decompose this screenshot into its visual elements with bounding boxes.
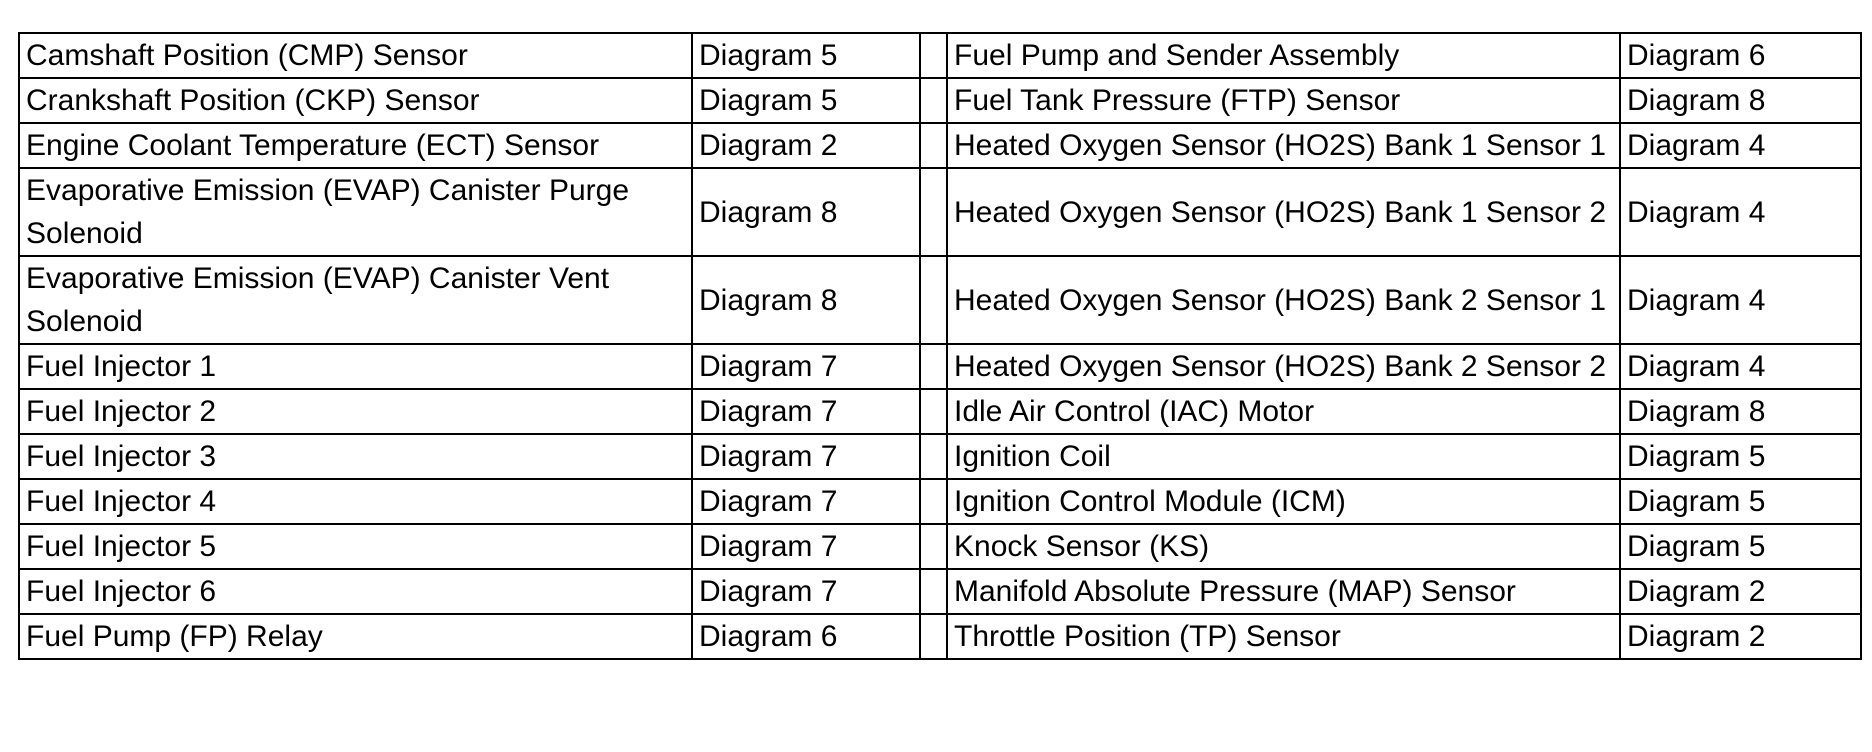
column-separator [920,479,947,524]
column-separator [920,344,947,389]
table-row [19,524,1861,569]
diagram-ref: Diagram 4 [1620,344,1861,389]
diagram-ref: Diagram 5 [1620,524,1861,569]
component-name: Manifold Absolute Pressure (MAP) Sensor [947,569,1620,614]
diagram-ref: Diagram 7 [692,344,920,389]
diagram-ref: Diagram 7 [692,389,920,434]
diagram-ref: Diagram 5 [1620,479,1861,524]
diagram-ref: Diagram 4 [1620,168,1861,256]
column-separator [920,33,947,78]
column-separator [920,256,947,344]
component-diagram-table [18,32,1862,660]
component-name: Camshaft Position (CMP) Sensor [19,33,692,78]
component-name: Engine Coolant Temperature (ECT) Sensor [19,123,692,168]
table-row [19,78,1861,123]
table-row [19,256,1861,344]
table-row [19,33,1861,78]
diagram-ref: Diagram 4 [1620,123,1861,168]
component-name: Fuel Injector 6 [19,569,692,614]
table-row [19,389,1861,434]
diagram-ref: Diagram 5 [692,78,920,123]
diagram-ref: Diagram 8 [1620,389,1861,434]
component-name: Heated Oxygen Sensor (HO2S) Bank 2 Sensor 2 [947,344,1620,389]
column-separator [920,78,947,123]
component-name: Knock Sensor (KS) [947,524,1620,569]
table-row [19,614,1861,659]
diagram-ref: Diagram 8 [1620,78,1861,123]
column-separator [920,389,947,434]
column-separator [920,524,947,569]
diagram-ref: Diagram 2 [692,123,920,168]
component-name: Fuel Pump and Sender Assembly [947,33,1620,78]
component-name: Fuel Pump (FP) Relay [19,614,692,659]
diagram-ref: Diagram 2 [1620,614,1861,659]
diagram-ref: Diagram 7 [692,434,920,479]
diagram-ref: Diagram 7 [692,524,920,569]
diagram-ref: Diagram 6 [1620,33,1861,78]
column-separator [920,123,947,168]
table-row [19,123,1861,168]
component-name: Ignition Control Module (ICM) [947,479,1620,524]
component-name: Evaporative Emission (EVAP) Canister Vent Solenoid [19,256,692,344]
diagram-ref: Diagram 7 [692,569,920,614]
component-name: Throttle Position (TP) Sensor [947,614,1620,659]
column-separator [920,168,947,256]
component-name: Crankshaft Position (CKP) Sensor [19,78,692,123]
column-separator [920,569,947,614]
component-name: Heated Oxygen Sensor (HO2S) Bank 1 Sensor 2 [947,168,1620,256]
component-name: Heated Oxygen Sensor (HO2S) Bank 2 Sensor 1 [947,256,1620,344]
component-name: Fuel Injector 2 [19,389,692,434]
component-name: Heated Oxygen Sensor (HO2S) Bank 1 Sensor 1 [947,123,1620,168]
component-name: Ignition Coil [947,434,1620,479]
component-name: Evaporative Emission (EVAP) Canister Purge Solenoid [19,168,692,256]
table-row [19,344,1861,389]
column-separator [920,434,947,479]
diagram-ref: Diagram 2 [1620,569,1861,614]
table-row [19,168,1861,256]
component-name: Idle Air Control (IAC) Motor [947,389,1620,434]
table-row [19,479,1861,524]
component-name: Fuel Injector 3 [19,434,692,479]
diagram-ref: Diagram 4 [1620,256,1861,344]
column-separator [920,614,947,659]
table-row [19,434,1861,479]
component-name: Fuel Injector 4 [19,479,692,524]
table-row [19,569,1861,614]
diagram-ref: Diagram 7 [692,479,920,524]
component-name: Fuel Tank Pressure (FTP) Sensor [947,78,1620,123]
diagram-ref: Diagram 5 [1620,434,1861,479]
component-name: Fuel Injector 5 [19,524,692,569]
diagram-ref: Diagram 5 [692,33,920,78]
component-name: Fuel Injector 1 [19,344,692,389]
diagram-ref: Diagram 8 [692,168,920,256]
diagram-ref: Diagram 8 [692,256,920,344]
diagram-ref: Diagram 6 [692,614,920,659]
